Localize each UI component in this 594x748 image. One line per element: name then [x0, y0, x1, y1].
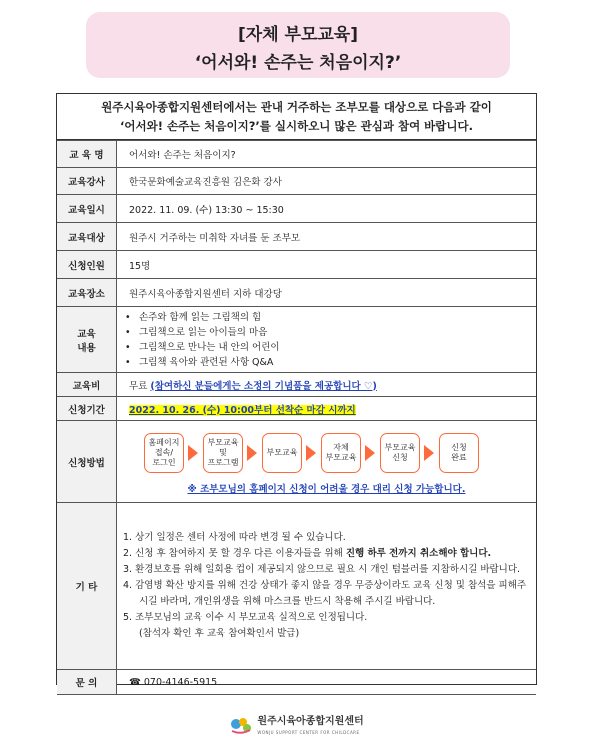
row-fee	[57, 373, 536, 397]
row-method	[57, 421, 536, 503]
etc-sub: (참석자 확인 후 교육 참여확인서 발급)	[139, 628, 300, 639]
phone-icon: ☎	[129, 676, 141, 688]
footer-brand	[257, 716, 363, 738]
datetime-label: 교육일시	[57, 195, 117, 223]
info-table	[57, 140, 536, 695]
signup-flow	[117, 433, 536, 475]
intro-text	[57, 94, 536, 140]
fee-value	[117, 373, 537, 397]
period-text: 2022. 10. 26. (수) 10:00부터 선착순 마감 시까지	[129, 404, 356, 416]
capacity-value: 15명	[117, 251, 537, 279]
instructor-label: 교육강사	[57, 168, 117, 195]
method-note	[117, 481, 536, 495]
content-item: • 그림책으로 만나는 내 안의 어린이	[125, 340, 536, 355]
etc-item	[123, 610, 530, 626]
title-line2: ‘어서와! 손주는 처음이지?’	[194, 53, 402, 73]
etc-item-text: 3. 환경보호를 위해 일회용 컵이 제공되지 않으므로 필요 시 개인 텀블러를 지참하시길 바랍니다.	[123, 564, 521, 575]
intro-line2: ‘어서와! 손주는 처음이지?’를 실시하오니 많은 관심과 참여 바랍니다.	[120, 119, 473, 133]
title-banner	[86, 12, 510, 78]
footer	[0, 716, 594, 738]
location-value: 원주시육아종합지원센터 지하 대강당	[117, 279, 537, 307]
arrow-right-icon	[424, 445, 434, 461]
contact-value	[117, 670, 537, 695]
etc-item-text: 5. 조부모님의 교육 이수 시 부모교육 실적으로 인정됩니다.	[123, 612, 368, 623]
flow-step-self-edu: 자체 부모교육	[321, 433, 361, 473]
course-value: 어서와! 손주는 처음이지?	[117, 141, 537, 168]
content-item: • 그림책 육아와 관련된 사항 Q&A	[125, 355, 536, 370]
capacity-label: 신청인원	[57, 251, 117, 279]
period-label: 신청기간	[57, 397, 117, 421]
method-value	[117, 421, 537, 503]
row-location	[57, 279, 536, 307]
flow-step-program: 부모교육 및 프로그램	[203, 433, 243, 473]
datetime-value: 2022. 11. 09. (수) 13:30 ~ 15:30	[117, 195, 537, 223]
row-contact	[57, 670, 536, 695]
arrow-right-icon	[188, 445, 198, 461]
fee-amount: 무료	[129, 380, 148, 392]
target-label: 교육대상	[57, 223, 117, 251]
etc-item	[123, 546, 530, 562]
row-capacity	[57, 251, 536, 279]
contact-number: 070-4146-5915	[143, 676, 218, 688]
content-value	[117, 307, 537, 373]
course-label: 교 육 명	[57, 141, 117, 168]
row-period	[57, 397, 536, 421]
row-instructor	[57, 168, 536, 195]
arrow-right-icon	[365, 445, 375, 461]
row-etc	[57, 503, 536, 670]
method-note-text: ※ 조부모님의 홈페이지 신청이 어려울 경우 대리 신청 가능합니다.	[187, 483, 466, 495]
flow-step-done: 신청 완료	[439, 433, 479, 473]
contact-label: 문 의	[57, 670, 117, 695]
flow-step-login: 홈페이지 접속/ 로그인	[144, 433, 184, 473]
footer-name: 원주시육아종합지원센터	[257, 716, 364, 727]
method-label: 신청방법	[57, 421, 117, 503]
target-value: 원주시 거주하는 미취학 자녀를 둔 조부모	[117, 223, 537, 251]
footer-sub: WONJU SUPPORT CENTER FOR CHILDCARE	[257, 730, 360, 735]
location-label: 교육장소	[57, 279, 117, 307]
center-logo-icon	[230, 716, 252, 738]
period-value	[117, 397, 537, 421]
row-target	[57, 223, 536, 251]
notice-frame	[56, 93, 537, 689]
flow-step-apply: 부모교육 신청	[380, 433, 420, 473]
content-item: • 그림책으로 읽는 아이들의 마음	[125, 325, 536, 340]
intro-line1: 원주시육아종합지원센터에서는 관내 거주하는 조부모를 대상으로 다음과 같이	[101, 100, 492, 114]
arrow-right-icon	[247, 445, 257, 461]
flow-step-parent-edu: 부모교육	[262, 433, 302, 473]
instructor-value: 한국문화예술교육진흥원 김은화 강사	[117, 168, 537, 195]
etc-value	[117, 503, 537, 670]
etc-list	[117, 527, 536, 645]
content-list	[117, 308, 536, 372]
etc-item	[123, 562, 530, 578]
etc-item	[123, 530, 530, 546]
etc-item-text: 2. 신청 후 참여하지 못 할 경우 다른 이용자들을 위해	[123, 548, 346, 559]
etc-item-text: 4. 감염병 확산 방지를 위해 건강 상태가 좋지 않을 경우 무증상이라도 교육 신청 및 참석을 피해주시길 바라며, 개인위생을 위해 마스크를 반드시 착용해 주시길 바랍니다.	[123, 580, 527, 607]
content-label-line2: 내용	[77, 342, 96, 354]
row-course	[57, 141, 536, 168]
content-label-line1: 교육	[77, 328, 96, 340]
etc-item-bold: 진행 하루 전까지 취소해야 합니다.	[345, 548, 492, 559]
etc-label: 기 타	[57, 503, 117, 670]
row-datetime	[57, 195, 536, 223]
content-item: • 손주와 함께 읽는 그림책의 힘	[125, 310, 536, 325]
fee-label: 교육비	[57, 373, 117, 397]
fee-note: (참여하신 분들에게는 소정의 기념품을 제공합니다 ♡)	[150, 380, 377, 392]
arrow-right-icon	[306, 445, 316, 461]
title-line1: [자체 부모교육]	[238, 25, 358, 45]
etc-item-text: 1. 상기 일정은 센터 사정에 따라 변경 될 수 있습니다.	[123, 532, 346, 543]
etc-item	[123, 578, 530, 610]
row-content	[57, 307, 536, 373]
content-label	[57, 307, 117, 373]
